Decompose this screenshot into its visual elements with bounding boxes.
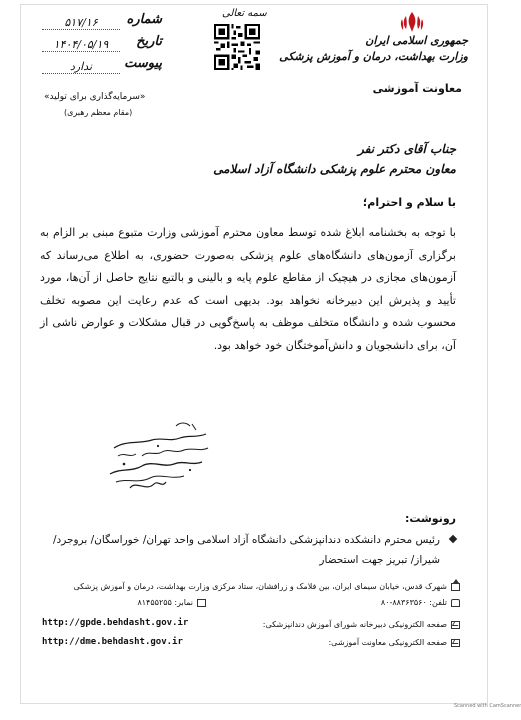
ministry-name-line2: وزارت بهداشت، درمان و آموزش پزشکی [279,50,468,63]
footer-fax [137,598,206,607]
footer-phone-text: تلفن: ۸۸۳۶۳۵۶۰-۸۰ [380,598,447,607]
letter-meta [42,10,162,76]
number-label: شماره [126,12,162,27]
recipient-title: معاون محترم علوم پزشکی دانشگاه آزاد اسلامی [213,162,456,176]
footer-phone [381,598,460,607]
ministry-department: معاونت آموزشی [372,82,462,95]
footer-web1-label: صفحه الکترونیکی دبیرخانه شورای آموزش دندانپزشکی: [262,620,447,629]
recipient-name: جناب آقای دکتر نفر [358,142,456,156]
letter-footer [42,582,460,654]
footer-web2 [328,638,460,647]
greeting: با سلام و احترام؛ [362,196,456,209]
mail-icon [451,621,460,629]
footer-web2-link[interactable]: http://dme.behdasht.gov.ir [42,637,183,647]
footer-address-text: شهرک قدس، خیابان سیمای ایران، بین فلامک و زرافشان، ستاد مرکزی وزارت بهداشت، درمان و آموزش پزشکی [73,582,447,591]
cc-item-text: رئیس محترم دانشکده دندانپزشکی دانشگاه آزاد اسلامی واحد تهران/ خوراسگان/ بروجرد/ شیراز/ تبریز جهت استحضار [52,534,440,566]
mail-icon [451,639,460,647]
footer-web2-label: صفحه الکترونیکی معاونت آموزشی: [328,638,447,647]
handwritten-signature [106,418,214,496]
attachment-value: ندارد [42,60,120,74]
footer-web1 [263,620,460,629]
date-value: ۱۴۰۴/۰۵/۱۹ [42,38,120,52]
year-slogan: «سرمایه‌گذاری برای تولید» [44,92,146,102]
slogan-author: (مقام معظم رهبری) [64,108,133,117]
footer-fax-text: نمابر: ۸۱۴۵۵۲۵۵ [137,598,193,607]
footer-web1-link[interactable]: http://gpde.behdasht.gov.ir [42,618,189,628]
phone-icon [451,599,460,607]
invocation-text: سمه تعالی [222,8,267,19]
fax-icon [197,599,206,607]
date-label: تاریخ [136,34,162,49]
home-icon [451,583,460,591]
attachment-label: پیوست [124,56,162,71]
footer-address [74,582,461,591]
ministry-name-line1: جمهوری اسلامی ایران [365,34,468,47]
letter-body: با توجه به بخشنامه ابلاغ شده توسط معاون محترم آموزشی وزارت متبوع مبنی بر الزام به برگزاری آزمون‌های دانشگاه‌های علوم پزشکی به‌صورت حضوری، به اطلاع می‌رساند که آزمون‌های مجازی در هیچیک از مقاطع علوم پایه و بالینی و بالتبع نتایج حاصل از آن‌ها، مورد تأیید و پذیرش این دبیرخانه نخواهد بود. بدیهی است که عدم رعایت این مصوبه تخلف محسوب شده و دانشگاه متخلف موظف به پاسخ‌گویی در قبال مشکلات و عوارض ناشی از آن، برای دانشجویان و دانش‌آموختگان خود خواهد بود. [40,226,456,352]
number-value: ۵۱۷/۱۶ [42,16,120,30]
cc-item [40,530,456,570]
scanner-watermark: Scanned with CamScanner [454,703,521,709]
iran-emblem-icon [398,10,426,34]
cc-label: رونوشت: [404,512,456,525]
qr-code-icon [214,24,260,70]
